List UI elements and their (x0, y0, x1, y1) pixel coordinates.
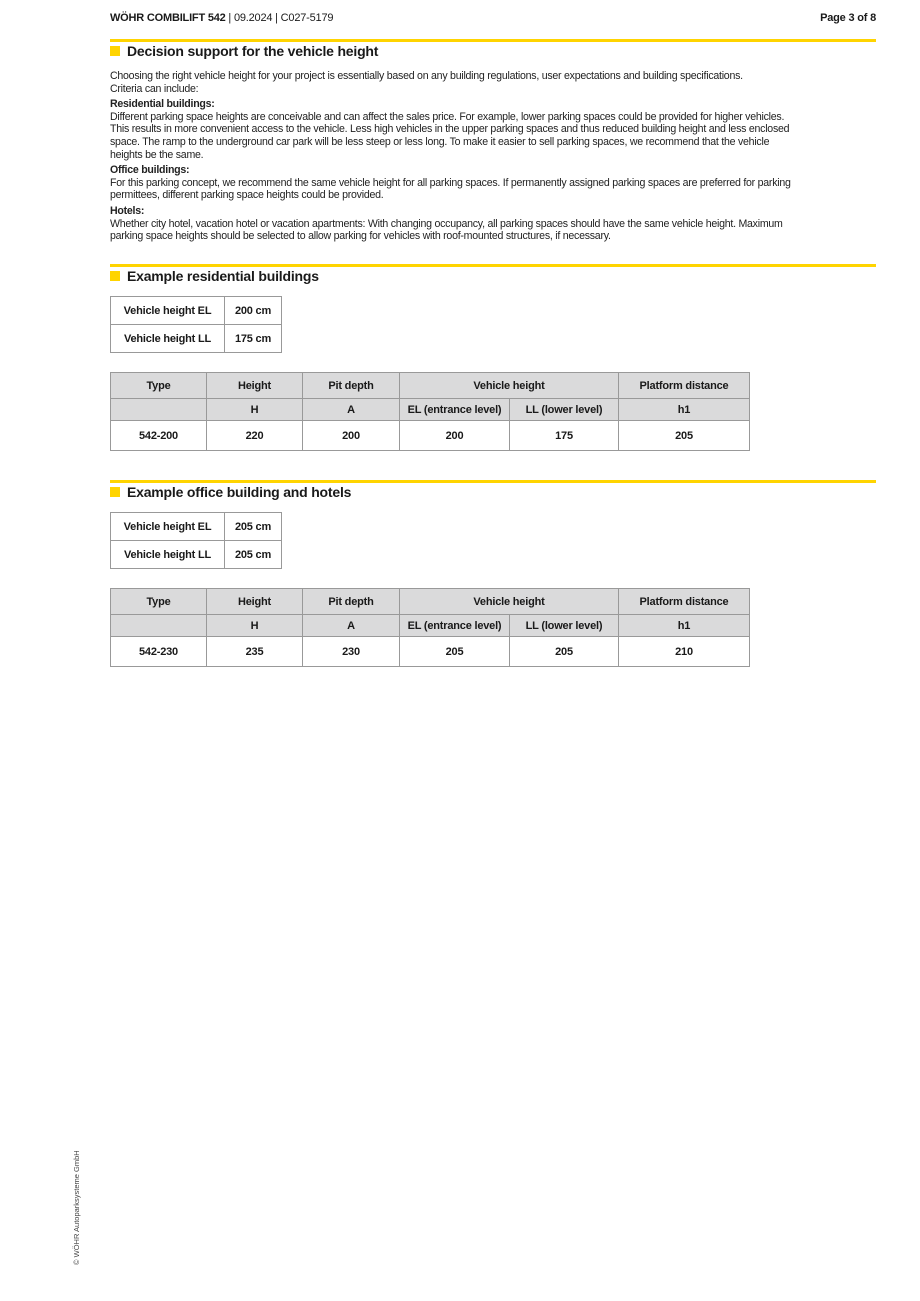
summary-label: Vehicle height LL (111, 541, 225, 569)
section-divider (110, 264, 876, 267)
paragraph-line: For this parking concept, we recommend the same vehicle height for all parking spaces. If permanently assigned parking spaces are preferred for parking (110, 176, 791, 189)
col-ll: LL (lower level) (510, 615, 619, 637)
vehicle-height-summary-table (110, 296, 282, 353)
summary-value: 205 cm (225, 541, 282, 569)
subheading-office: Office buildings: (110, 164, 190, 177)
vehicle-height-summary-table (110, 512, 282, 569)
table-row (111, 325, 282, 353)
col-height: Height (207, 373, 303, 399)
col-vehicle-height: Vehicle height (400, 589, 619, 615)
col-pd-symbol: h1 (619, 615, 750, 637)
section-heading (110, 43, 378, 59)
col-height-symbol: H (207, 399, 303, 421)
paragraph-line: This results in more convenient access to the vehicle. Less high vehicles in the upper parking spaces and thus reduced building height and less enclosed (110, 123, 790, 136)
table-header-row (111, 373, 750, 399)
table-header-row (111, 589, 750, 615)
summary-label: Vehicle height LL (111, 325, 225, 353)
cell-ll: 175 (510, 421, 619, 451)
paragraph-line: space. The ramp to the underground car park will be less steep or less long. To make it easier to sell parking spaces, we recommend that the vehicle (110, 135, 770, 148)
col-platform-distance: Platform distance (619, 373, 750, 399)
table-row (111, 297, 282, 325)
col-vehicle-height: Vehicle height (400, 373, 619, 399)
paragraph-line: Criteria can include: (110, 82, 199, 95)
specification-table (110, 372, 750, 451)
decision-text (110, 70, 880, 243)
summary-value: 200 cm (225, 297, 282, 325)
cell-ll: 205 (510, 637, 619, 667)
paragraph-line: Whether city hotel, vacation hotel or vacation apartments: With changing occupancy, all parking spaces should have the same vehicle height. Maximum (110, 217, 783, 230)
document-header (110, 12, 333, 24)
heading-text: Example residential buildings (127, 268, 319, 284)
table-row (111, 637, 750, 667)
cell-pit: 200 (303, 421, 400, 451)
specification-table (110, 588, 750, 667)
summary-value: 175 cm (225, 325, 282, 353)
table-row (111, 421, 750, 451)
page-number: Page 3 of 8 (820, 12, 876, 24)
table-header-row (111, 399, 750, 421)
summary-label: Vehicle height EL (111, 297, 225, 325)
document-meta: | 09.2024 | C027-5179 (225, 12, 334, 24)
col-type: Type (111, 373, 207, 399)
section-heading (110, 484, 351, 500)
cell-type: 542-230 (111, 637, 207, 667)
section-divider (110, 480, 876, 483)
col-platform-distance: Platform distance (619, 589, 750, 615)
summary-value: 205 cm (225, 513, 282, 541)
cell-pd: 205 (619, 421, 750, 451)
col-height: Height (207, 589, 303, 615)
col-ll: LL (lower level) (510, 399, 619, 421)
cell-height: 235 (207, 637, 303, 667)
summary-label: Vehicle height EL (111, 513, 225, 541)
paragraph-line: heights be the same. (110, 148, 204, 161)
col-pit-symbol: A (303, 399, 400, 421)
cell-el: 200 (400, 421, 510, 451)
col-type: Type (111, 589, 207, 615)
subheading-hotels: Hotels: (110, 204, 145, 217)
cell-height: 220 (207, 421, 303, 451)
yellow-square-icon (110, 271, 120, 281)
copyright-notice: © WÖHR Autoparksysteme GmbH (72, 1150, 81, 1265)
cell-el: 205 (400, 637, 510, 667)
yellow-square-icon (110, 46, 120, 56)
cell-pd: 210 (619, 637, 750, 667)
paragraph-line: permittees, different parking space heights could be provided. (110, 189, 384, 202)
cell-type: 542-200 (111, 421, 207, 451)
table-header-row (111, 615, 750, 637)
col-pit-depth: Pit depth (303, 589, 400, 615)
paragraph-line: Choosing the right vehicle height for your project is essentially based on any building regulations, user expectations and building specifications. (110, 70, 743, 82)
yellow-square-icon (110, 487, 120, 497)
col-pd-symbol: h1 (619, 399, 750, 421)
paragraph-line: Different parking space heights are conceivable and can affect the sales price. For example, lower parking spaces could be provided for higher vehicles. (110, 110, 785, 123)
cell-pit: 230 (303, 637, 400, 667)
col-el: EL (entrance level) (400, 399, 510, 421)
heading-text: Example office building and hotels (127, 484, 352, 500)
subheading-residential: Residential buildings: (110, 98, 215, 111)
heading-text: Decision support for the vehicle height (127, 43, 379, 59)
table-row (111, 541, 282, 569)
table-row (111, 513, 282, 541)
product-name: WÖHR COMBILIFT 542 (110, 12, 226, 24)
col-pit-symbol: A (303, 615, 400, 637)
col-pit-depth: Pit depth (303, 373, 400, 399)
section-heading (110, 268, 319, 284)
col-el: EL (entrance level) (400, 615, 510, 637)
paragraph-line: parking space heights should be selected to allow parking for vehicles with roof-mounted structures, if necessary. (110, 230, 611, 243)
section-divider (110, 39, 876, 42)
col-height-symbol: H (207, 615, 303, 637)
